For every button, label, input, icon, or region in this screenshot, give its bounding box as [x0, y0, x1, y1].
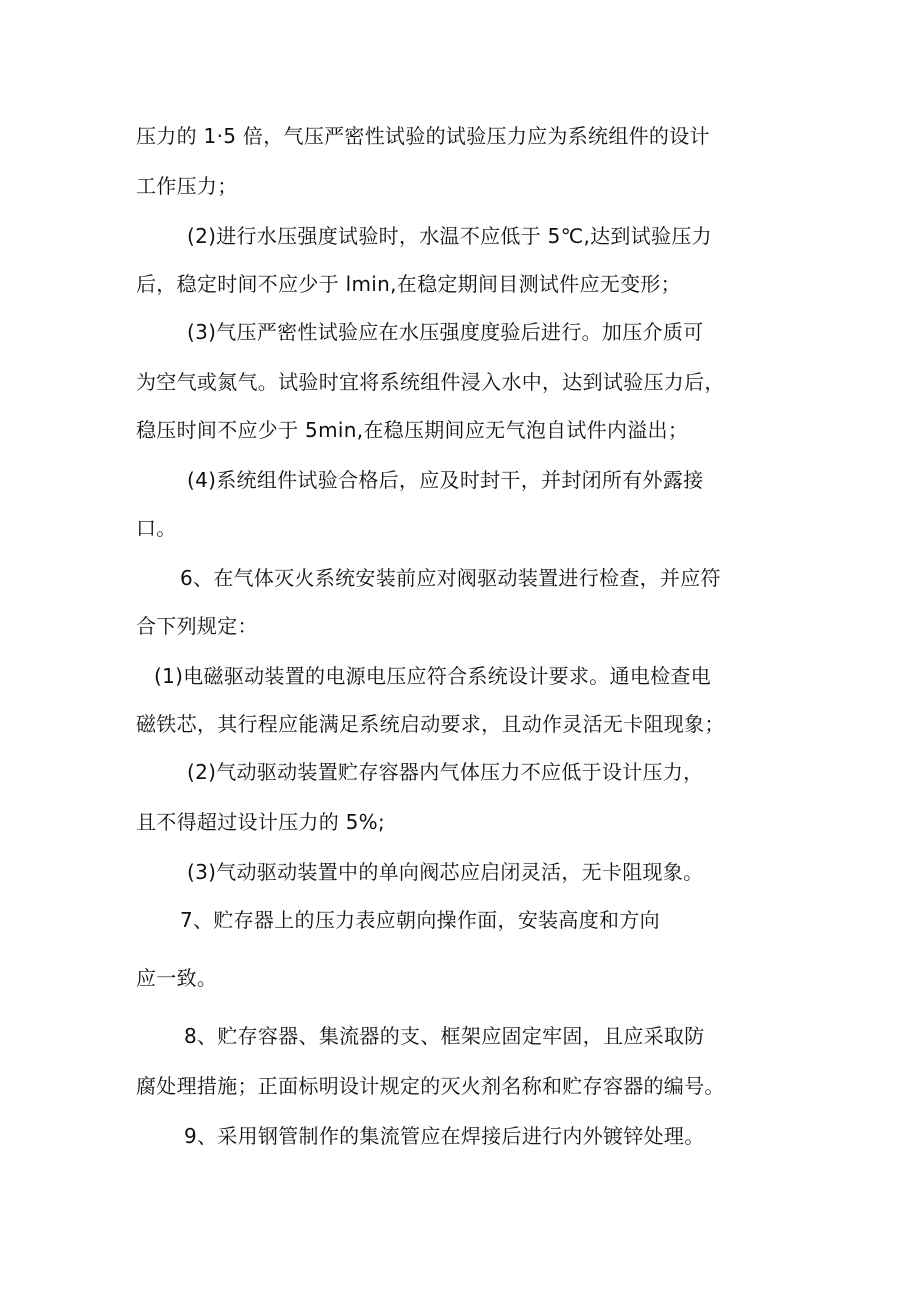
text-line: 6、在气体灭火系统安装前应对阀驱动装置进行检查，并应符: [180, 566, 721, 590]
text-line: (2)气动驱动装置贮存容器内气体压力不应低于设计压力，: [187, 760, 704, 784]
text-line: 9、采用钢管制作的集流管应在焊接后进行内外镀锌处理。: [184, 1124, 705, 1148]
text-line: 磁铁芯，其行程应能满足系统启动要求，且动作灵活无卡阻现象；: [136, 712, 725, 736]
text-line: 合下列规定：: [136, 614, 258, 638]
text-line: 应一致。: [136, 966, 218, 990]
text-line: 8、贮存容器、集流器的支、框架应固定牢固，且应采取防: [184, 1024, 705, 1048]
text-line: 口。: [136, 516, 177, 540]
text-line: 后，稳定时间不应少于 lmin,在稳定期间目测试件应无变形；: [136, 272, 681, 296]
text-line: 压力的 1·5 倍，气压严密性试验的试验压力应为系统组件的设计: [136, 124, 710, 148]
text-line: 腐处理措施；正面标明设计规定的灭火剂名称和贮存容器的编号。: [136, 1074, 725, 1098]
text-line: (4)系统组件试验合格后，应及时封干，并封闭所有外露接: [187, 468, 704, 492]
text-line: 稳压时间不应少于 5min,在稳压期间应无气泡自试件内溢出；: [136, 418, 689, 442]
text-line: 7、贮存器上的压力表应朝向操作面，安装高度和方向: [180, 908, 660, 932]
text-line: 且不得超过设计压力的 5%;: [136, 810, 386, 834]
text-line: (2)进行水压强度试验时，水温不应低于 5℃,达到试验压力: [187, 224, 712, 248]
text-line: 为空气或氮气。试验时宜将系统组件浸入水中，达到试验压力后，: [136, 370, 725, 394]
text-line: (3)气动驱动装置中的单向阀芯应启闭灵活，无卡阻现象。: [187, 860, 704, 884]
text-line: (1)电磁驱动装置的电源电压应符合系统设计要求。通电检查电: [154, 664, 712, 688]
text-line: 工作压力；: [136, 174, 238, 198]
text-line: (3)气压严密性试验应在水压强度度验后进行。加压介质可: [187, 320, 704, 344]
